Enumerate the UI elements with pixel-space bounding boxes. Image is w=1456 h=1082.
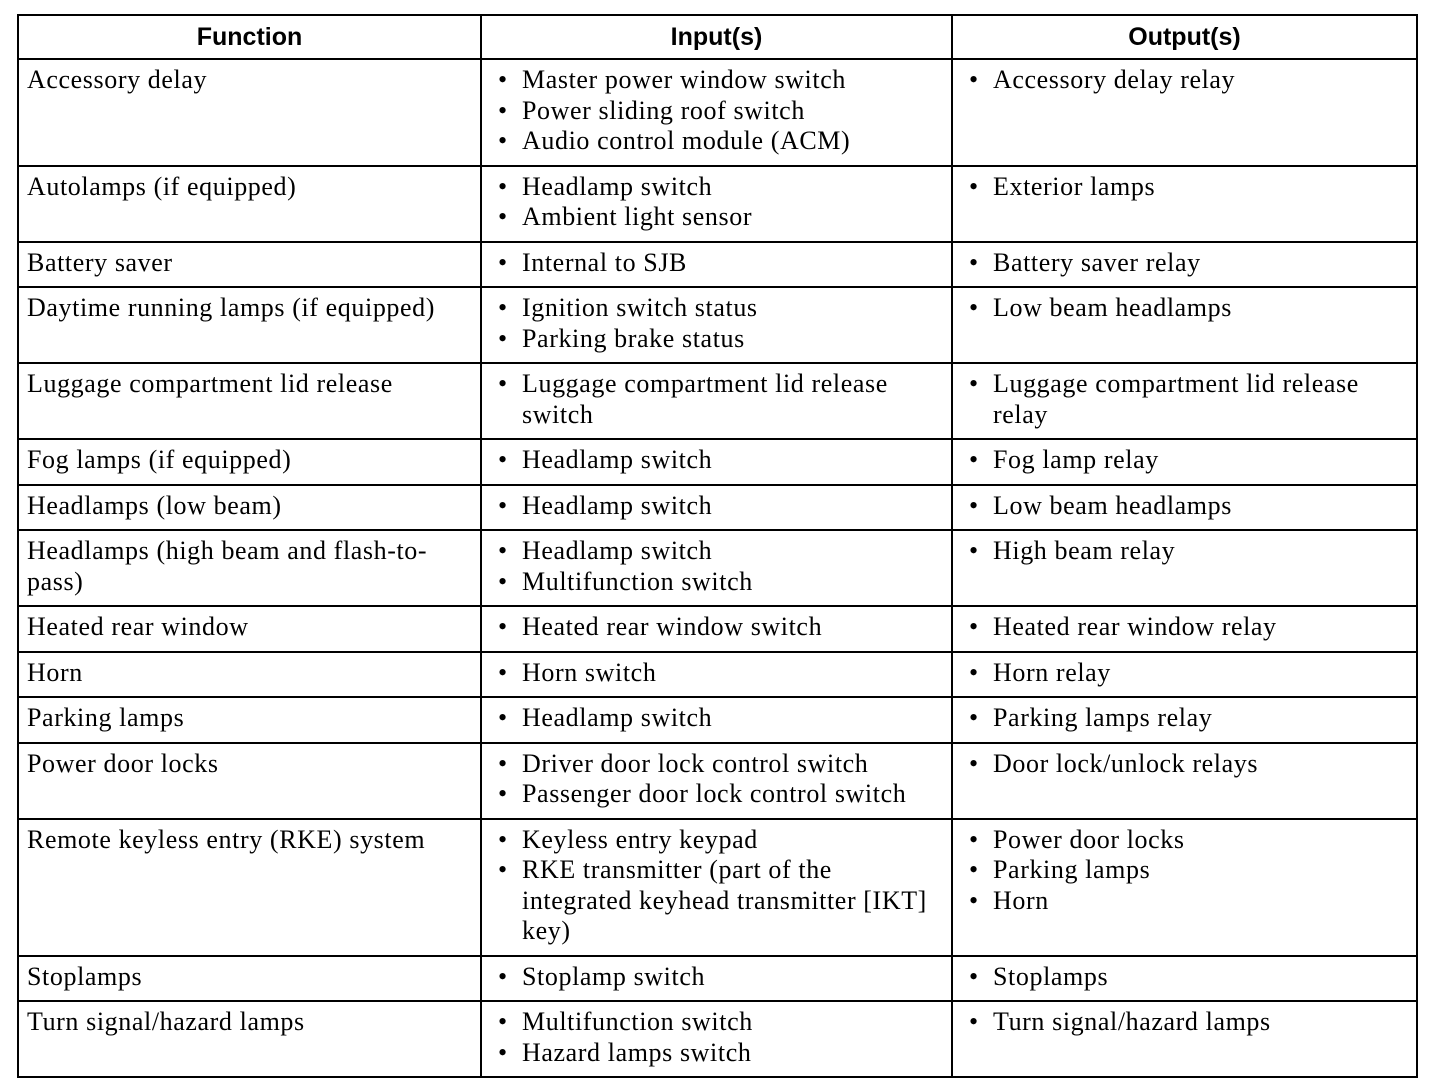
- output-item: • Low beam headlamps: [993, 491, 1408, 522]
- input-item: • Luggage compartment lid release switch: [522, 369, 943, 430]
- function-cell: Luggage compartment lid release: [18, 363, 481, 439]
- input-item: • Parking brake status: [522, 324, 943, 355]
- function-cell: Parking lamps: [18, 697, 481, 743]
- output-item: • Battery saver relay: [993, 248, 1408, 279]
- inputs-list: [490, 749, 943, 810]
- outputs-list: [961, 749, 1408, 780]
- table-header: [18, 15, 1417, 59]
- table-row: [18, 819, 1417, 956]
- inputs-cell: [481, 530, 952, 606]
- inputs-cell: [481, 606, 952, 652]
- function-table: [17, 14, 1418, 1078]
- inputs-cell: [481, 287, 952, 363]
- inputs-cell: [481, 166, 952, 242]
- output-item: • Fog lamp relay: [993, 445, 1408, 476]
- output-item: • Heated rear window relay: [993, 612, 1408, 643]
- inputs-list: [490, 369, 943, 430]
- inputs-list: [490, 1007, 943, 1068]
- inputs-list: [490, 491, 943, 522]
- outputs-list: [961, 825, 1408, 917]
- input-item: • RKE transmitter (part of the integrated keyhead transmitter [IKT] key): [522, 855, 943, 947]
- inputs-list: [490, 536, 943, 597]
- input-item: • Headlamp switch: [522, 703, 943, 734]
- outputs-cell: [952, 606, 1417, 652]
- input-item: • Horn switch: [522, 658, 943, 689]
- function-cell: Power door locks: [18, 743, 481, 819]
- output-item: • Exterior lamps: [993, 172, 1408, 203]
- input-item: • Multifunction switch: [522, 1007, 943, 1038]
- table-row: [18, 697, 1417, 743]
- outputs-cell: [952, 166, 1417, 242]
- outputs-cell: [952, 652, 1417, 698]
- inputs-cell: [481, 1001, 952, 1077]
- input-item: • Master power window switch: [522, 65, 943, 96]
- outputs-list: [961, 612, 1408, 643]
- inputs-list: [490, 248, 943, 279]
- table-row: [18, 1001, 1417, 1077]
- output-item: • Power door locks: [993, 825, 1408, 856]
- function-cell: Autolamps (if equipped): [18, 166, 481, 242]
- inputs-list: [490, 962, 943, 993]
- function-cell: Stoplamps: [18, 956, 481, 1002]
- outputs-list: [961, 65, 1408, 96]
- header-outputs: Output(s): [952, 15, 1417, 59]
- inputs-list: [490, 293, 943, 354]
- input-item: • Headlamp switch: [522, 172, 943, 203]
- outputs-cell: [952, 59, 1417, 166]
- header-inputs: Input(s): [481, 15, 952, 59]
- inputs-cell: [481, 59, 952, 166]
- input-item: • Ambient light sensor: [522, 202, 943, 233]
- output-item: • Door lock/unlock relays: [993, 749, 1408, 780]
- output-item: • Accessory delay relay: [993, 65, 1408, 96]
- function-cell: Headlamps (low beam): [18, 485, 481, 531]
- outputs-list: [961, 703, 1408, 734]
- input-item: • Passenger door lock control switch: [522, 779, 943, 810]
- input-item: • Hazard lamps switch: [522, 1038, 943, 1069]
- table-row: [18, 485, 1417, 531]
- outputs-list: [961, 248, 1408, 279]
- outputs-cell: [952, 697, 1417, 743]
- outputs-cell: [952, 287, 1417, 363]
- table-body: [18, 59, 1417, 1077]
- outputs-list: [961, 445, 1408, 476]
- output-item: • Stoplamps: [993, 962, 1408, 993]
- table-row: [18, 363, 1417, 439]
- table-row: [18, 606, 1417, 652]
- inputs-cell: [481, 439, 952, 485]
- table-row: [18, 743, 1417, 819]
- outputs-cell: [952, 530, 1417, 606]
- inputs-cell: [481, 363, 952, 439]
- output-item: • Turn signal/hazard lamps: [993, 1007, 1408, 1038]
- function-cell: Accessory delay: [18, 59, 481, 166]
- input-item: • Multifunction switch: [522, 567, 943, 598]
- output-item: • Low beam headlamps: [993, 293, 1408, 324]
- input-item: • Headlamp switch: [522, 445, 943, 476]
- input-item: • Headlamp switch: [522, 491, 943, 522]
- inputs-list: [490, 658, 943, 689]
- inputs-cell: [481, 652, 952, 698]
- outputs-cell: [952, 956, 1417, 1002]
- inputs-list: [490, 612, 943, 643]
- inputs-list: [490, 65, 943, 157]
- output-item: • Parking lamps relay: [993, 703, 1408, 734]
- inputs-list: [490, 172, 943, 233]
- inputs-list: [490, 825, 943, 947]
- function-cell: Horn: [18, 652, 481, 698]
- function-cell: Headlamps (high beam and flash-to-pass): [18, 530, 481, 606]
- outputs-list: [961, 658, 1408, 689]
- outputs-cell: [952, 363, 1417, 439]
- input-item: • Headlamp switch: [522, 536, 943, 567]
- inputs-cell: [481, 485, 952, 531]
- inputs-list: [490, 703, 943, 734]
- function-cell: Heated rear window: [18, 606, 481, 652]
- outputs-list: [961, 1007, 1408, 1038]
- table-row: [18, 530, 1417, 606]
- table-row: [18, 956, 1417, 1002]
- output-item: • High beam relay: [993, 536, 1408, 567]
- input-item: • Ignition switch status: [522, 293, 943, 324]
- inputs-cell: [481, 697, 952, 743]
- function-cell: Fog lamps (if equipped): [18, 439, 481, 485]
- output-item: • Horn relay: [993, 658, 1408, 689]
- outputs-cell: [952, 439, 1417, 485]
- inputs-cell: [481, 242, 952, 288]
- outputs-cell: [952, 242, 1417, 288]
- table-row: [18, 287, 1417, 363]
- outputs-cell: [952, 743, 1417, 819]
- outputs-list: [961, 491, 1408, 522]
- outputs-list: [961, 962, 1408, 993]
- output-item: • Horn: [993, 886, 1408, 917]
- input-item: • Audio control module (ACM): [522, 126, 943, 157]
- output-item: • Luggage compartment lid release relay: [993, 369, 1408, 430]
- inputs-list: [490, 445, 943, 476]
- header-row: [18, 15, 1417, 59]
- outputs-list: [961, 369, 1408, 430]
- table-row: [18, 439, 1417, 485]
- outputs-cell: [952, 1001, 1417, 1077]
- input-item: • Power sliding roof switch: [522, 96, 943, 127]
- function-cell: Daytime running lamps (if equipped): [18, 287, 481, 363]
- function-cell: Battery saver: [18, 242, 481, 288]
- header-function: Function: [18, 15, 481, 59]
- function-cell: Turn signal/hazard lamps: [18, 1001, 481, 1077]
- input-item: • Keyless entry keypad: [522, 825, 943, 856]
- inputs-cell: [481, 819, 952, 956]
- input-item: • Stoplamp switch: [522, 962, 943, 993]
- input-item: • Heated rear window switch: [522, 612, 943, 643]
- inputs-cell: [481, 743, 952, 819]
- input-item: • Driver door lock control switch: [522, 749, 943, 780]
- table-row: [18, 59, 1417, 166]
- outputs-list: [961, 536, 1408, 567]
- table-row: [18, 652, 1417, 698]
- outputs-list: [961, 172, 1408, 203]
- outputs-list: [961, 293, 1408, 324]
- input-item: • Internal to SJB: [522, 248, 943, 279]
- inputs-cell: [481, 956, 952, 1002]
- outputs-cell: [952, 819, 1417, 956]
- outputs-cell: [952, 485, 1417, 531]
- table-row: [18, 166, 1417, 242]
- function-cell: Remote keyless entry (RKE) system: [18, 819, 481, 956]
- table-row: [18, 242, 1417, 288]
- output-item: • Parking lamps: [993, 855, 1408, 886]
